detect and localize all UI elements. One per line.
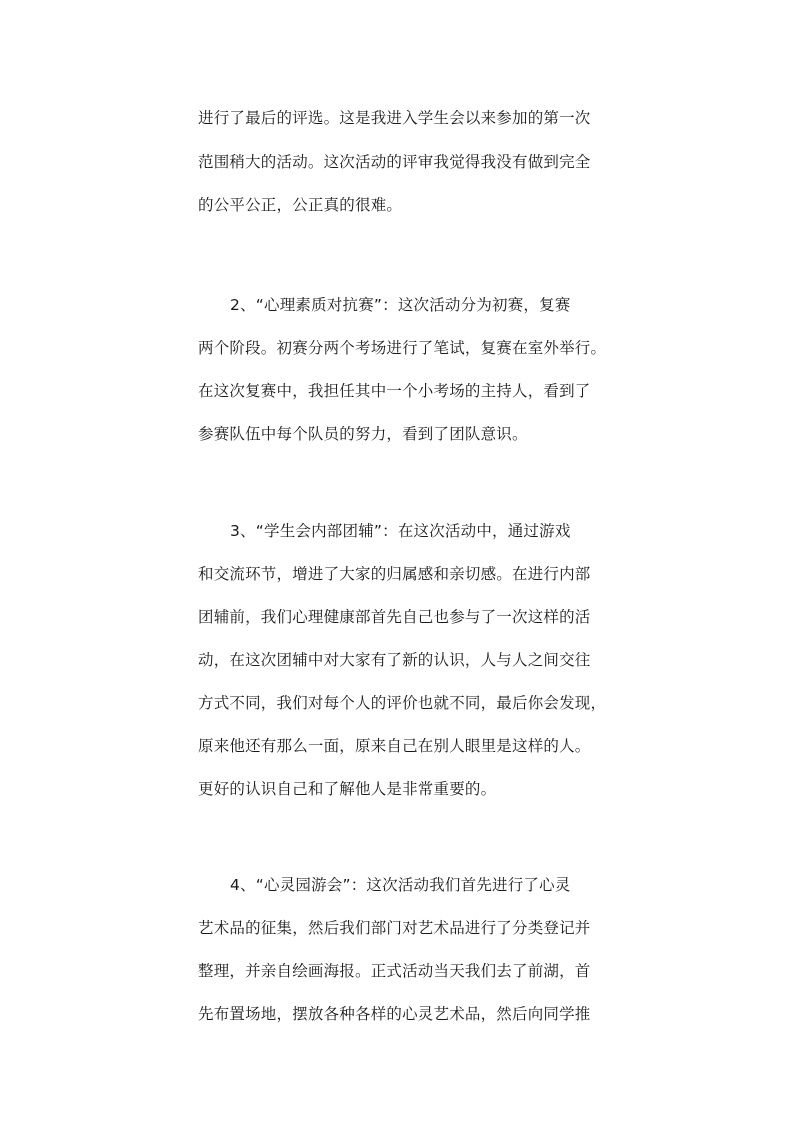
paragraph-4-line-2: 艺术品的征集，然后我们部门对艺术品进行了分类登记并 (198, 919, 591, 937)
paragraph-3-line-1: 3、“学生会内部团辅”：在这次活动中，通过游戏 (230, 522, 571, 540)
paragraph-1-line-2: 范围稍大的活动。这次活动的评审我觉得我没有做到完全 (198, 153, 591, 171)
paragraph-2-line-3: 在这次复赛中，我担任其中一个小考场的主持人，看到了 (198, 382, 591, 400)
paragraph-4-line-4: 先布置场地，摆放各种各样的心灵艺术品，然后向同学推 (198, 1005, 591, 1023)
paragraph-3-line-4: 动，在这次团辅中对大家有了新的认识，人与人之间交往 (198, 651, 591, 669)
paragraph-1-line-3: 的公平公正，公正真的很难。 (198, 196, 403, 214)
paragraph-3-line-5: 方式不同，我们对每个人的评价也就不同，最后你会发现， (198, 694, 607, 712)
paragraph-2-line-1: 2、“心理素质对抗赛”：这次活动分为初赛，复赛 (230, 296, 571, 314)
paragraph-3-line-3: 团辅前，我们心理健康部首先自己也参与了一次这样的活 (198, 608, 591, 626)
paragraph-4-line-3: 整理，并亲自绘画海报。正式活动当天我们去了前湖，首 (198, 962, 591, 980)
paragraph-4-line-1: 4、“心灵园游会”：这次活动我们首先进行了心灵 (230, 876, 571, 894)
paragraph-3-line-6: 原来他还有那么一面，原来自己在别人眼里是这样的人。 (198, 737, 591, 755)
paragraph-1-line-1: 进行了最后的评选。这是我进入学生会以来参加的第一次 (198, 109, 591, 127)
paragraph-3-line-2: 和交流环节，增进了大家的归属感和亲切感。在进行内部 (198, 565, 591, 583)
paragraph-3-line-7: 更好的认识自己和了解他人是非常重要的。 (198, 780, 497, 798)
paragraph-2-line-2: 两个阶段。初赛分两个考场进行了笔试，复赛在室外举行。 (198, 339, 607, 357)
paragraph-2-line-4: 参赛队伍中每个队员的努力，看到了团队意识。 (198, 425, 528, 443)
